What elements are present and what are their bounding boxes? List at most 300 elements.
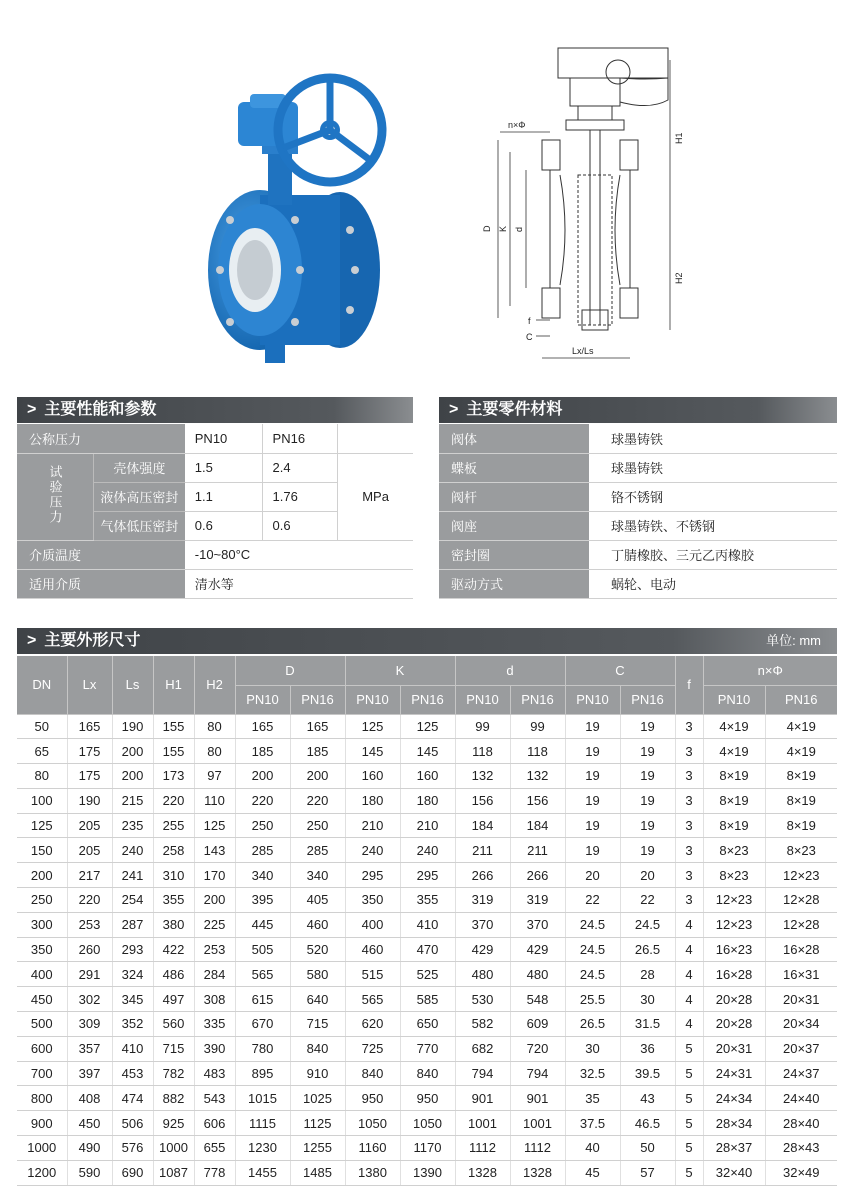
table-cell: 285 — [235, 838, 290, 863]
table-cell: 1050 — [400, 1111, 455, 1136]
table-cell: 291 — [67, 962, 112, 987]
table-row — [17, 764, 837, 789]
table-cell: 26.5 — [565, 1012, 620, 1037]
table-cell: 132 — [455, 764, 510, 789]
table-cell: 429 — [510, 937, 565, 962]
table-cell: 37.5 — [565, 1111, 620, 1136]
table-cell: 3 — [675, 764, 703, 789]
table-cell: 565 — [235, 962, 290, 987]
chevron-right-icon: > — [27, 632, 37, 649]
table-cell: 505 — [235, 937, 290, 962]
table-cell: 397 — [67, 1061, 112, 1086]
table-cell: 3 — [675, 838, 703, 863]
table-cell: 22 — [620, 888, 675, 913]
table-cell: 901 — [510, 1086, 565, 1111]
table-cell: 690 — [112, 1160, 153, 1185]
table-cell: 19 — [620, 838, 675, 863]
table-cell: 4 — [675, 912, 703, 937]
table-cell: 40 — [565, 1136, 620, 1161]
table-cell: 99 — [455, 714, 510, 739]
table-cell: 700 — [17, 1061, 67, 1086]
materials-section-header — [439, 397, 837, 423]
col-subheader: PN10 — [345, 685, 400, 714]
table-cell: 28 — [620, 962, 675, 987]
table-cell: 543 — [194, 1086, 235, 1111]
material-value: 蜗轮、电动 — [589, 569, 837, 598]
table-cell: 35 — [565, 1086, 620, 1111]
table-cell: 370 — [510, 912, 565, 937]
col-header: K — [345, 656, 455, 685]
table-cell: 470 — [400, 937, 455, 962]
table-cell: 5 — [675, 1111, 703, 1136]
table-cell: 357 — [67, 1036, 112, 1061]
table-cell: 497 — [153, 987, 194, 1012]
table-cell: 170 — [194, 863, 235, 888]
drawing-label-LxLs: Lx/Ls — [572, 346, 594, 356]
table-cell: 32.5 — [565, 1061, 620, 1086]
table-cell: 548 — [510, 987, 565, 1012]
table-cell: 240 — [400, 838, 455, 863]
col-header: f — [675, 656, 703, 714]
table-cell: 180 — [400, 788, 455, 813]
table-cell: 1485 — [290, 1160, 345, 1185]
table-cell: 1125 — [290, 1111, 345, 1136]
table-cell: 900 — [17, 1111, 67, 1136]
table-cell: 12×28 — [765, 888, 837, 913]
table-cell: 258 — [153, 838, 194, 863]
table-cell: 8×19 — [703, 813, 765, 838]
table-cell: 24.5 — [565, 962, 620, 987]
table-cell: 4 — [675, 987, 703, 1012]
table-cell: 200 — [112, 764, 153, 789]
table-cell: 8×19 — [703, 764, 765, 789]
table-cell: 50 — [17, 714, 67, 739]
table-row — [17, 1036, 837, 1061]
table-row — [17, 788, 837, 813]
table-cell: 576 — [112, 1136, 153, 1161]
table-cell: 145 — [345, 739, 400, 764]
table-cell: 4 — [675, 937, 703, 962]
product-figures — [0, 0, 857, 390]
table-cell: 211 — [455, 838, 510, 863]
table-cell: 39.5 — [620, 1061, 675, 1086]
table-cell: 3 — [675, 888, 703, 913]
table-cell: 30 — [565, 1036, 620, 1061]
table-cell: 445 — [235, 912, 290, 937]
table-cell: 460 — [290, 912, 345, 937]
table-cell: 143 — [194, 838, 235, 863]
temp-label: 介质温度 — [17, 540, 185, 569]
table-cell: 250 — [235, 813, 290, 838]
table-cell: 8×19 — [765, 788, 837, 813]
table-cell: 210 — [400, 813, 455, 838]
table-cell: 794 — [455, 1061, 510, 1086]
drawing-label-d: d — [514, 226, 524, 232]
table-cell: 1000 — [17, 1136, 67, 1161]
table-cell: 8×19 — [703, 788, 765, 813]
table-cell: 3 — [675, 863, 703, 888]
pressure-unit: MPa — [338, 453, 413, 540]
table-row — [17, 912, 837, 937]
valve-technical-drawing — [470, 40, 700, 370]
table-cell: 57 — [620, 1160, 675, 1185]
material-value: 丁腈橡胶、三元乙丙橡胶 — [589, 540, 837, 569]
table-row — [17, 863, 837, 888]
table-cell: 778 — [194, 1160, 235, 1185]
col-header: C — [565, 656, 675, 685]
table-cell: 36 — [620, 1036, 675, 1061]
col-header: n×Φ — [703, 656, 837, 685]
col-subheader: PN16 — [290, 685, 345, 714]
chevron-right-icon: > — [27, 401, 37, 418]
material-label: 驱动方式 — [439, 569, 589, 598]
table-row — [17, 739, 837, 764]
table-cell: 5 — [675, 1061, 703, 1086]
table-cell: 640 — [290, 987, 345, 1012]
table-cell: 480 — [510, 962, 565, 987]
table-cell: 453 — [112, 1061, 153, 1086]
table-cell: 19 — [620, 764, 675, 789]
table-cell: 4×19 — [765, 739, 837, 764]
table-cell: 355 — [400, 888, 455, 913]
table-cell: 5 — [675, 1086, 703, 1111]
perf-section-title: 主要性能和参数 — [44, 401, 157, 418]
table-cell: 24.5 — [565, 912, 620, 937]
material-row — [439, 482, 837, 511]
table-cell: 125 — [17, 813, 67, 838]
table-row — [17, 838, 837, 863]
table-cell: 205 — [67, 813, 112, 838]
table-cell: 609 — [510, 1012, 565, 1037]
table-cell: 30 — [620, 987, 675, 1012]
table-cell: 200 — [235, 764, 290, 789]
table-cell: 585 — [400, 987, 455, 1012]
table-cell: 20×37 — [765, 1036, 837, 1061]
material-row — [439, 453, 837, 482]
table-cell: 882 — [153, 1086, 194, 1111]
material-value: 球墨铸铁 — [589, 453, 837, 482]
col-subheader: PN16 — [510, 685, 565, 714]
table-cell: 340 — [235, 863, 290, 888]
table-cell: 422 — [153, 937, 194, 962]
table-row — [17, 888, 837, 913]
col-subheader: PN10 — [703, 685, 765, 714]
table-cell: 319 — [455, 888, 510, 913]
table-cell: 370 — [455, 912, 510, 937]
table-cell: 450 — [67, 1111, 112, 1136]
table-cell: 770 — [400, 1036, 455, 1061]
table-cell: 43 — [620, 1086, 675, 1111]
dims-section-header — [17, 628, 837, 654]
perf-table — [17, 424, 413, 599]
table-cell: 408 — [67, 1086, 112, 1111]
table-cell: 486 — [153, 962, 194, 987]
table-cell: 32×40 — [703, 1160, 765, 1185]
table-cell: 310 — [153, 863, 194, 888]
material-value: 球墨铸铁 — [589, 424, 837, 453]
table-cell: 250 — [17, 888, 67, 913]
table-row — [17, 962, 837, 987]
material-label: 阀座 — [439, 511, 589, 540]
table-cell: 24×31 — [703, 1061, 765, 1086]
table-cell: 19 — [620, 739, 675, 764]
test-value: 1.1 — [185, 482, 262, 511]
table-cell: 266 — [510, 863, 565, 888]
table-cell: 352 — [112, 1012, 153, 1037]
test-value: 0.6 — [185, 511, 262, 540]
table-cell: 582 — [455, 1012, 510, 1037]
table-cell: 1000 — [153, 1136, 194, 1161]
table-cell: 4×19 — [703, 739, 765, 764]
test-row-label: 壳体强度 — [94, 453, 185, 482]
table-cell: 308 — [194, 987, 235, 1012]
table-cell: 293 — [112, 937, 153, 962]
table-cell: 97 — [194, 764, 235, 789]
material-label: 阀杆 — [439, 482, 589, 511]
table-cell: 474 — [112, 1086, 153, 1111]
table-cell: 118 — [455, 739, 510, 764]
table-cell: 395 — [235, 888, 290, 913]
table-cell: 910 — [290, 1061, 345, 1086]
drawing-label-H1: H1 — [674, 132, 684, 144]
table-row — [17, 1111, 837, 1136]
table-cell: 1025 — [290, 1086, 345, 1111]
table-cell: 1200 — [17, 1160, 67, 1185]
table-cell: 45 — [565, 1160, 620, 1185]
table-row — [17, 937, 837, 962]
table-cell: 590 — [67, 1160, 112, 1185]
table-cell: 670 — [235, 1012, 290, 1037]
table-cell: 255 — [153, 813, 194, 838]
table-cell: 345 — [112, 987, 153, 1012]
table-cell: 1001 — [510, 1111, 565, 1136]
table-cell: 210 — [345, 813, 400, 838]
table-cell: 840 — [290, 1036, 345, 1061]
materials-section-title: 主要零件材料 — [466, 401, 563, 418]
table-cell: 16×31 — [765, 962, 837, 987]
table-cell: 715 — [290, 1012, 345, 1037]
table-cell: 520 — [290, 937, 345, 962]
col-header: DN — [17, 656, 67, 714]
table-cell: 295 — [345, 863, 400, 888]
table-cell: 190 — [112, 714, 153, 739]
table-cell: 782 — [153, 1061, 194, 1086]
table-cell: 615 — [235, 987, 290, 1012]
table-cell: 300 — [17, 912, 67, 937]
table-cell: 240 — [345, 838, 400, 863]
table-cell: 3 — [675, 739, 703, 764]
table-cell: 250 — [290, 813, 345, 838]
table-cell: 266 — [455, 863, 510, 888]
material-label: 阀体 — [439, 424, 589, 453]
materials-table — [439, 424, 837, 599]
table-cell: 12×28 — [765, 912, 837, 937]
table-cell: 155 — [153, 714, 194, 739]
table-cell: 20×28 — [703, 1012, 765, 1037]
table-cell: 725 — [345, 1036, 400, 1061]
table-cell: 165 — [235, 714, 290, 739]
table-cell: 19 — [620, 813, 675, 838]
table-cell: 8×23 — [703, 863, 765, 888]
table-cell: 302 — [67, 987, 112, 1012]
table-cell: 19 — [620, 714, 675, 739]
table-row — [17, 1136, 837, 1161]
material-row — [439, 569, 837, 598]
col-header: D — [235, 656, 345, 685]
table-cell: 460 — [345, 937, 400, 962]
col-subheader: PN16 — [765, 685, 837, 714]
table-cell: 200 — [290, 764, 345, 789]
table-cell: 1050 — [345, 1111, 400, 1136]
table-cell: 410 — [112, 1036, 153, 1061]
col-header: H2 — [194, 656, 235, 714]
table-cell: 525 — [400, 962, 455, 987]
table-cell: 1160 — [345, 1136, 400, 1161]
table-cell: 220 — [290, 788, 345, 813]
table-cell: 28×43 — [765, 1136, 837, 1161]
pn10-header: PN10 — [185, 424, 262, 453]
table-cell: 1170 — [400, 1136, 455, 1161]
table-cell: 22 — [565, 888, 620, 913]
table-cell: 24×37 — [765, 1061, 837, 1086]
table-cell: 5 — [675, 1036, 703, 1061]
table-cell: 200 — [194, 888, 235, 913]
table-cell: 295 — [400, 863, 455, 888]
test-row-label: 气体低压密封 — [94, 511, 185, 540]
table-cell: 156 — [455, 788, 510, 813]
table-cell: 253 — [194, 937, 235, 962]
table-cell: 211 — [510, 838, 565, 863]
perf-section-header — [17, 397, 413, 423]
table-cell: 8×19 — [765, 764, 837, 789]
table-cell: 405 — [290, 888, 345, 913]
test-value: 1.76 — [262, 482, 338, 511]
table-cell: 125 — [194, 813, 235, 838]
table-cell: 28×34 — [703, 1111, 765, 1136]
table-cell: 4×19 — [703, 714, 765, 739]
table-row — [17, 813, 837, 838]
table-cell: 606 — [194, 1111, 235, 1136]
table-cell: 450 — [17, 987, 67, 1012]
table-cell: 3 — [675, 813, 703, 838]
table-cell: 400 — [17, 962, 67, 987]
table-cell: 350 — [17, 937, 67, 962]
table-cell: 20×34 — [765, 1012, 837, 1037]
table-cell: 12×23 — [765, 863, 837, 888]
table-cell: 185 — [290, 739, 345, 764]
table-cell: 1328 — [510, 1160, 565, 1185]
table-cell: 125 — [345, 714, 400, 739]
material-row — [439, 424, 837, 453]
table-row — [17, 714, 837, 739]
table-cell: 901 — [455, 1086, 510, 1111]
table-cell: 650 — [400, 1012, 455, 1037]
table-cell: 620 — [345, 1012, 400, 1037]
table-cell: 24.5 — [565, 937, 620, 962]
test-pressure-label: 试验压力 — [47, 465, 63, 525]
material-label: 密封圈 — [439, 540, 589, 569]
medium-value: 清水等 — [185, 569, 413, 598]
table-cell: 80 — [194, 739, 235, 764]
table-cell: 1112 — [510, 1136, 565, 1161]
table-cell: 340 — [290, 863, 345, 888]
table-cell: 1087 — [153, 1160, 194, 1185]
table-cell: 235 — [112, 813, 153, 838]
table-cell: 19 — [565, 764, 620, 789]
table-cell: 515 — [345, 962, 400, 987]
dims-unit: 单位: mm — [766, 633, 821, 648]
table-cell: 483 — [194, 1061, 235, 1086]
table-cell: 284 — [194, 962, 235, 987]
table-cell: 205 — [67, 838, 112, 863]
table-cell: 1255 — [290, 1136, 345, 1161]
table-cell: 5 — [675, 1160, 703, 1185]
table-cell: 1230 — [235, 1136, 290, 1161]
table-cell: 400 — [345, 912, 400, 937]
dims-table-body — [17, 714, 837, 1185]
table-cell: 20 — [620, 863, 675, 888]
table-cell: 156 — [510, 788, 565, 813]
table-cell: 80 — [194, 714, 235, 739]
table-cell: 600 — [17, 1036, 67, 1061]
table-cell: 100 — [17, 788, 67, 813]
table-cell: 8×19 — [765, 813, 837, 838]
table-cell: 16×28 — [703, 962, 765, 987]
drawing-label-H2: H2 — [674, 272, 684, 284]
table-cell: 4 — [675, 1012, 703, 1037]
table-cell: 12×23 — [703, 912, 765, 937]
col-subheader: PN16 — [400, 685, 455, 714]
table-cell: 50 — [620, 1136, 675, 1161]
temp-value: -10~80°C — [185, 540, 413, 569]
table-cell: 24.5 — [620, 912, 675, 937]
table-cell: 840 — [345, 1061, 400, 1086]
table-cell: 46.5 — [620, 1111, 675, 1136]
table-cell: 20×31 — [703, 1036, 765, 1061]
test-value: 0.6 — [262, 511, 338, 540]
table-cell: 24×40 — [765, 1086, 837, 1111]
table-cell: 720 — [510, 1036, 565, 1061]
table-cell: 950 — [345, 1086, 400, 1111]
table-cell: 309 — [67, 1012, 112, 1037]
table-cell: 8×23 — [765, 838, 837, 863]
table-cell: 28×40 — [765, 1111, 837, 1136]
table-cell: 560 — [153, 1012, 194, 1037]
table-cell: 580 — [290, 962, 345, 987]
table-cell: 160 — [345, 764, 400, 789]
table-row — [17, 987, 837, 1012]
table-row — [17, 1086, 837, 1111]
table-cell: 20 — [565, 863, 620, 888]
table-cell: 254 — [112, 888, 153, 913]
table-cell: 19 — [565, 813, 620, 838]
table-cell: 28×37 — [703, 1136, 765, 1161]
table-cell: 715 — [153, 1036, 194, 1061]
table-cell: 217 — [67, 863, 112, 888]
table-cell: 355 — [153, 888, 194, 913]
table-cell: 1015 — [235, 1086, 290, 1111]
table-cell: 175 — [67, 739, 112, 764]
table-cell: 19 — [565, 788, 620, 813]
table-cell: 287 — [112, 912, 153, 937]
table-cell: 682 — [455, 1036, 510, 1061]
table-row — [17, 1061, 837, 1086]
table-cell: 950 — [400, 1086, 455, 1111]
material-value: 球墨铸铁、不锈钢 — [589, 511, 837, 540]
table-cell: 324 — [112, 962, 153, 987]
table-cell: 175 — [67, 764, 112, 789]
table-cell: 20×31 — [765, 987, 837, 1012]
